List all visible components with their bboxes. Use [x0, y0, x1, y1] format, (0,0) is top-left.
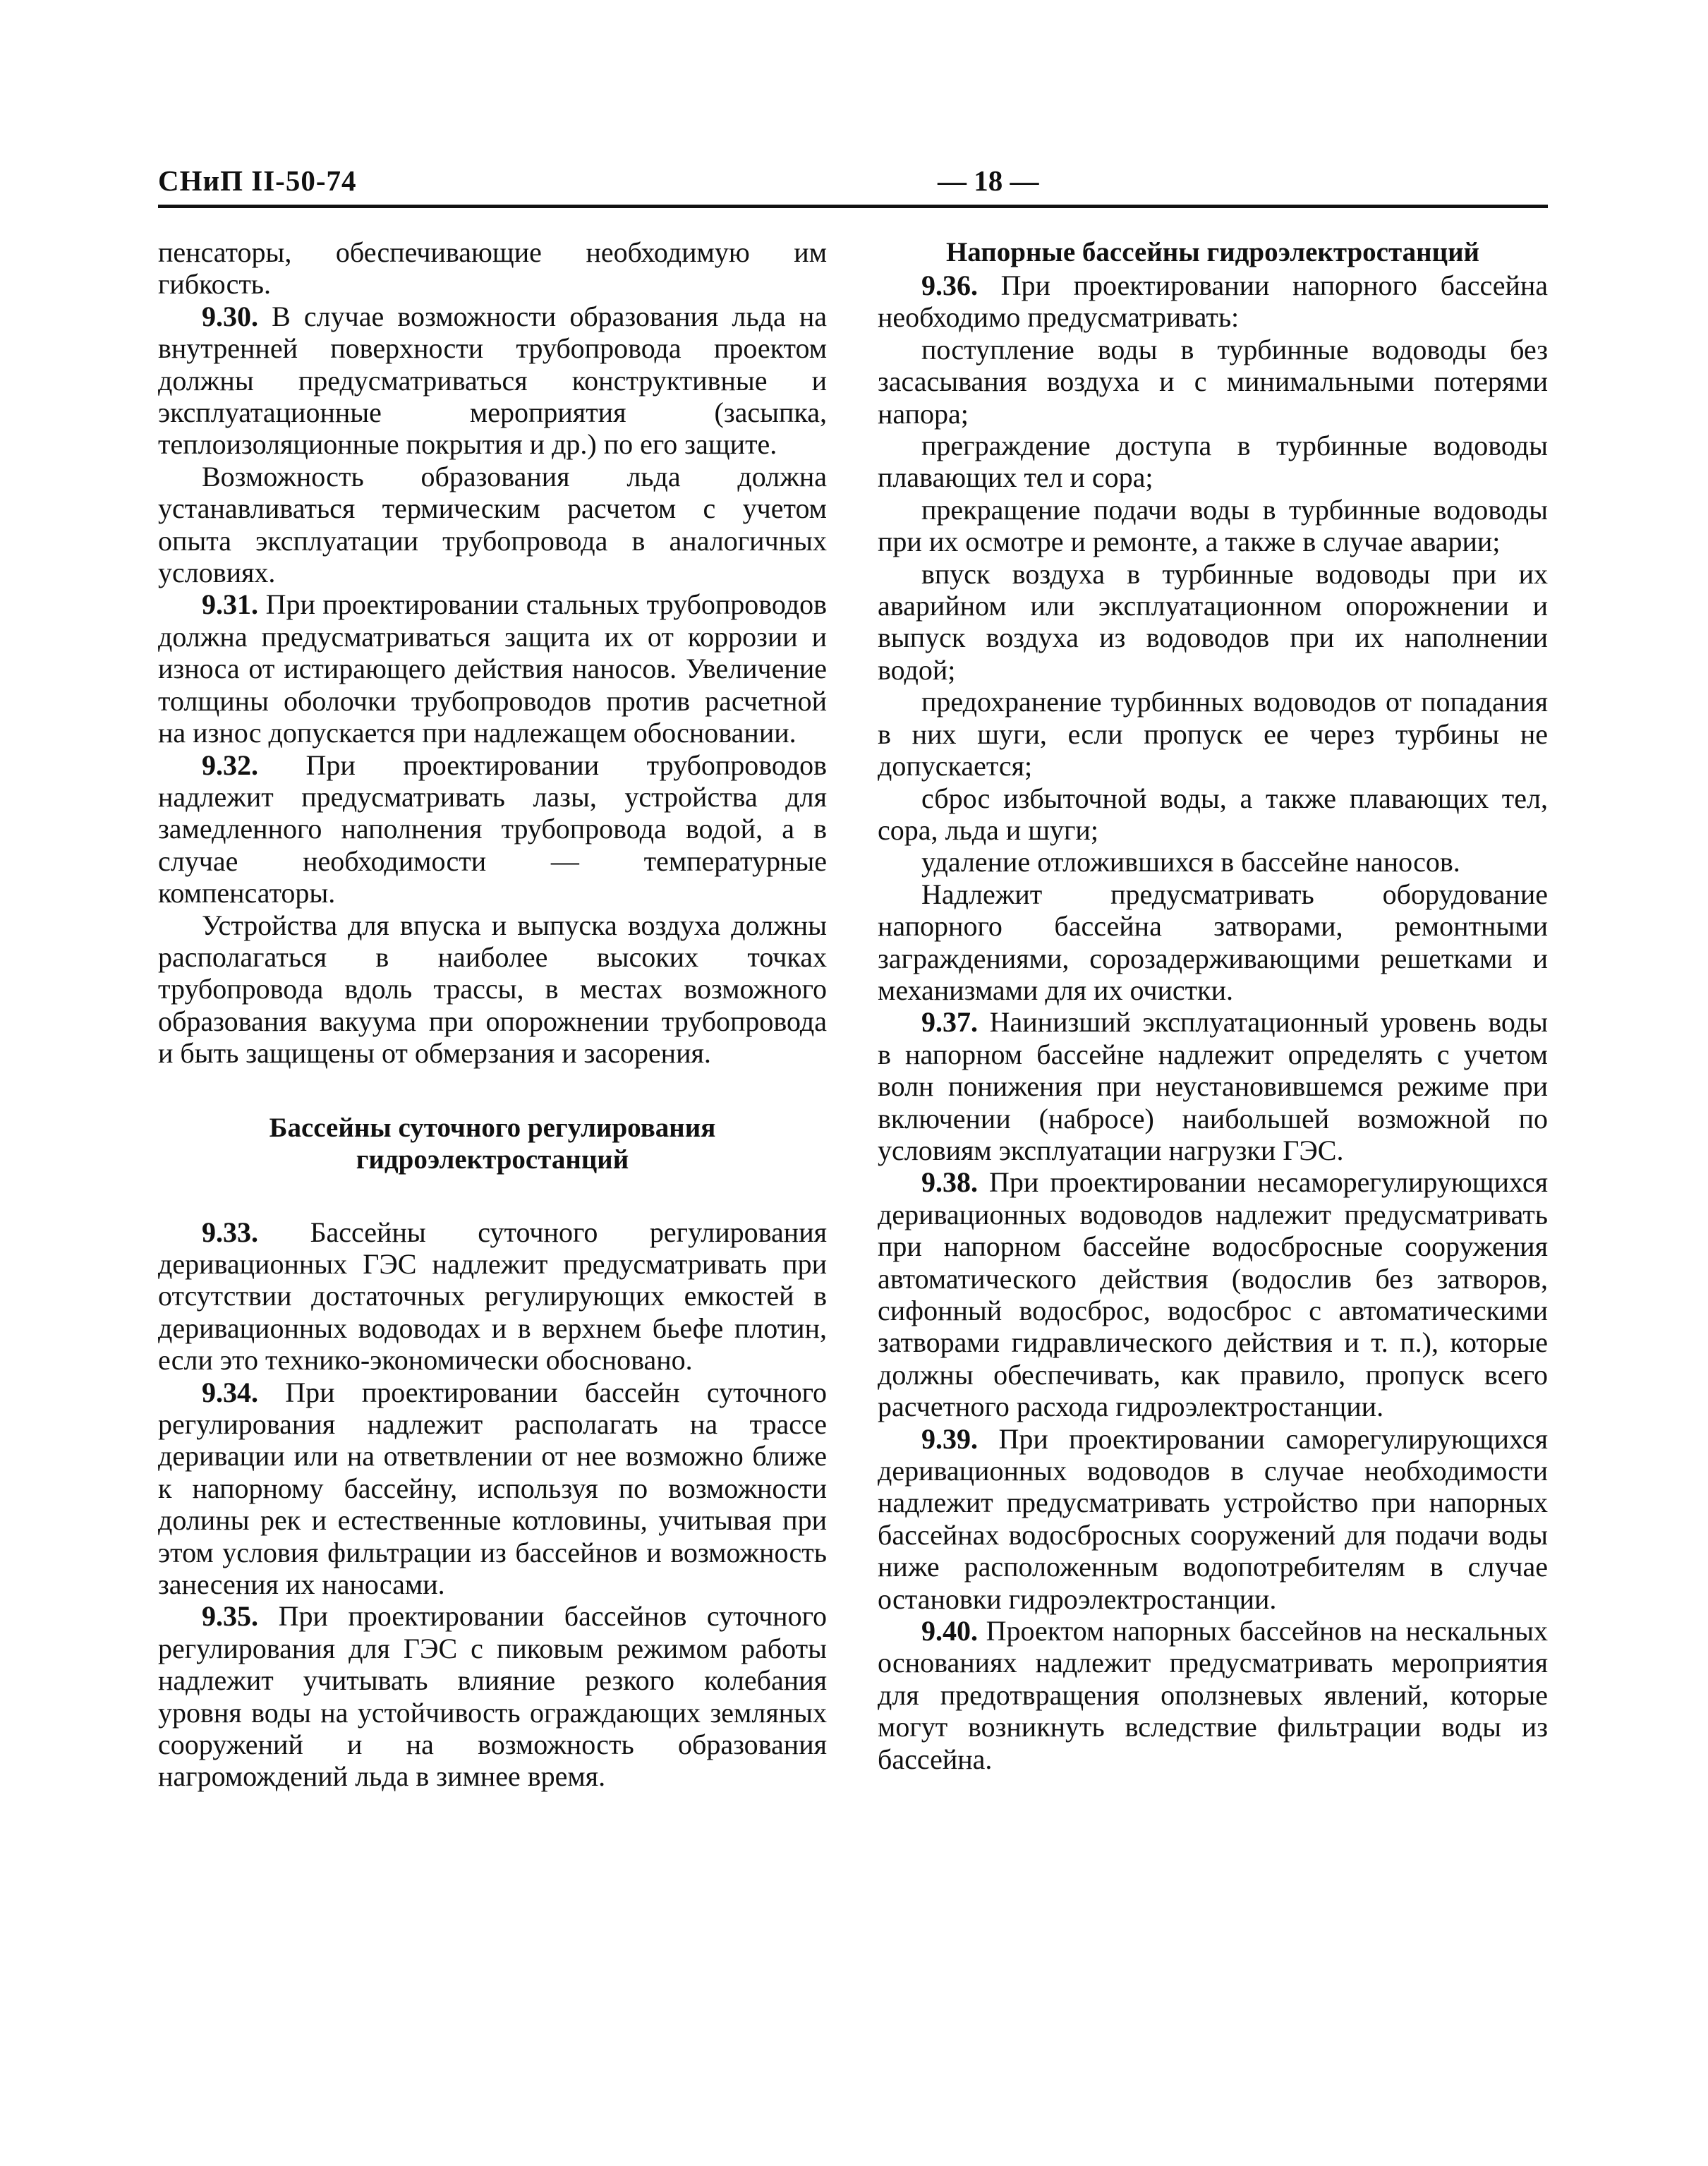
paragraph-9-36-b: Надлежит предусматривать оборудование напорного бассейна затворами, ремонтными заграждениями, сорозадерживающими решетками и механизмами для их очистки.	[878, 878, 1548, 1006]
heading-line-2: гидроэлектростанций	[356, 1144, 629, 1175]
clause-number: 9.39.	[921, 1422, 978, 1455]
list-item: сброс избыточной воды, а также плавающих тел, сора, льда и шуги;	[878, 782, 1548, 846]
clause-number: 9.32.	[202, 749, 258, 781]
list-item: впуск воздуха в турбинные водоводы при их аварийном или эксплуатационном опорожнении и выпуск воздуха из водоводов при их наполнении водой;	[878, 557, 1548, 686]
section-heading-pressure-basins: Напорные бассейны гидроэлектростанций	[945, 237, 1480, 267]
heading-line-1: Бассейны суточного регулирования	[269, 1112, 716, 1143]
page-header	[158, 164, 1548, 208]
paragraph-9-30-b: Возможность образования льда должна устанавливаться термическим расчетом с учетом опыта эксплуатации трубопровода в аналогичных условиях.	[158, 460, 827, 589]
clause-text: При проектировании бассейнов суточного регулирования для ГЭС с пиковым режимом работы надлежит учитывать влияние резкого колебания уровня воды на устойчивость ограждающих земляных сооружений и на возможность образования нагромождений льда в зимнее время.	[158, 1600, 827, 1793]
clause-number: 9.40.	[921, 1615, 978, 1647]
page-number: — 18 —	[938, 164, 1039, 197]
paragraph-9-32-b: Устройства для впуска и выпуска воздуха должны располагаться в наиболее высоких точках трубопровода вдоль трассы, в местах возможного образования вакуума при опорожнении трубопровода и быть защищены от обмерзания и засорения.	[158, 909, 827, 1070]
clause-text: При проектировании напорного бассейна необходимо предусматривать:	[878, 270, 1549, 334]
section-heading-daily-regulation	[158, 1112, 827, 1175]
clause-number: 9.30.	[202, 300, 258, 332]
paragraph-9-40	[878, 1615, 1548, 1775]
paragraph-9-37	[878, 1006, 1548, 1166]
list-item: удаление отложившихся в бассейне наносов.	[921, 846, 1460, 878]
clause-number: 9.33.	[202, 1216, 258, 1248]
clause-text: При проектировании несаморегулирующихся деривационных водоводов надлежит предусматривать при напорном бассейне водосбросные сооружения автоматического действия (водослив без затворов, сифонный водосброс, водосброс с автоматическими затворами гидравлического действия и т. п.), которые должны обеспечивать, как правило, пропуск всего расчетного расхода гидроэлектростанции.	[878, 1166, 1548, 1423]
paragraph-9-31	[158, 588, 827, 749]
clause-number: 9.35.	[202, 1600, 258, 1633]
list-item: преграждение доступа в турбинные водоводы плавающих тел и сора;	[878, 430, 1548, 494]
paragraph-9-35	[158, 1600, 827, 1792]
paragraph-9-34	[158, 1377, 827, 1601]
list-item: поступление воды в турбинные водоводы без засасывания воздуха и с минимальными потерями напора;	[878, 333, 1548, 430]
paragraph-9-33	[158, 1216, 827, 1377]
paragraph-9-32	[158, 749, 827, 909]
clause-text: Наинизший эксплуатационный уровень воды в напорном бассейне надлежит определять с учетом волн понижения при неустановившемся режиме при включении (набросе) наибольшей возможной по условиям эксплуатации нагрузки ГЭС.	[878, 1006, 1548, 1166]
paragraph-9-38	[878, 1166, 1548, 1422]
left-column	[158, 236, 827, 1793]
clause-text: При проектировании стальных трубопроводов должна предусматриваться защита их от коррозии и износа от истирающего действия наносов. Увеличение толщины оболочки трубопроводов против расчетной на износ допускается при надлежащем обосновании.	[158, 588, 827, 749]
document-code: СНиП II-50-74	[158, 164, 357, 197]
paragraph-9-30	[158, 301, 827, 461]
clause-number: 9.38.	[921, 1166, 978, 1199]
clause-text: Проектом напорных бассейнов на нескальных основаниях надлежит предусматривать мероприятия для предотвращения оползневых явлений, которые могут возникнуть вследствие фильтрации воды из бассейна.	[878, 1615, 1549, 1775]
clause-number: 9.36.	[921, 270, 978, 301]
clause-text: В случае возможности образования льда на внутренней поверхности трубопровода проектом должны предусматриваться конструктивные и эксплуатационные мероприятия (засыпка, теплоизоляционные покрытия и др.) по его защите.	[158, 300, 828, 461]
paragraph-9-39	[878, 1423, 1548, 1615]
list-item: предохранение турбинных водоводов от попадания в них шуги, если пропуск ее через турбины не допускается;	[878, 686, 1548, 782]
paragraph-9-36	[878, 270, 1548, 334]
list-item: прекращение подачи воды в турбинные водоводы при их осмотре и ремонте, а также в случае аварии;	[878, 493, 1548, 558]
clause-text: При проектировании бассейн суточного регулирования надлежит располагать на трассе деривации или на ответвлении от нее возможно ближе к напорному бассейну, используя по возможности долины рек и естественные котловины, учитывая при этом условия фильтрации из бассейнов и возможность занесения их наносами.	[158, 1376, 827, 1601]
paragraph-continuation: пенсаторы, обеспечивающие необходимую им гибкость.	[158, 236, 827, 301]
right-column	[878, 236, 1548, 1775]
clause-number: 9.31.	[202, 588, 258, 621]
clause-text: При проектировании саморегулирующихся деривационных водоводов в случае необходимости надлежит предусматривать устройство при напорных бассейнах водосбросных сооружений для подачи воды ниже расположенным водопотребителям в случае остановки гидроэлектростанции.	[878, 1422, 1548, 1615]
clause-number: 9.34.	[202, 1376, 258, 1408]
clause-text: Бассейны суточного регулирования деривационных ГЭС надлежит предусматривать при отсутствии достаточных регулирующих емкостей в деривационных водоводах и в верхнем бьефе плотин, если это технико-экономически обосновано.	[158, 1216, 827, 1377]
clause-number: 9.37.	[921, 1006, 978, 1039]
clause-text: При проектировании трубопроводов надлежит предусматривать лазы, устройства для замедленного наполнения трубопровода водой, а в случае необходимости — температурные компенсаторы.	[158, 749, 828, 909]
